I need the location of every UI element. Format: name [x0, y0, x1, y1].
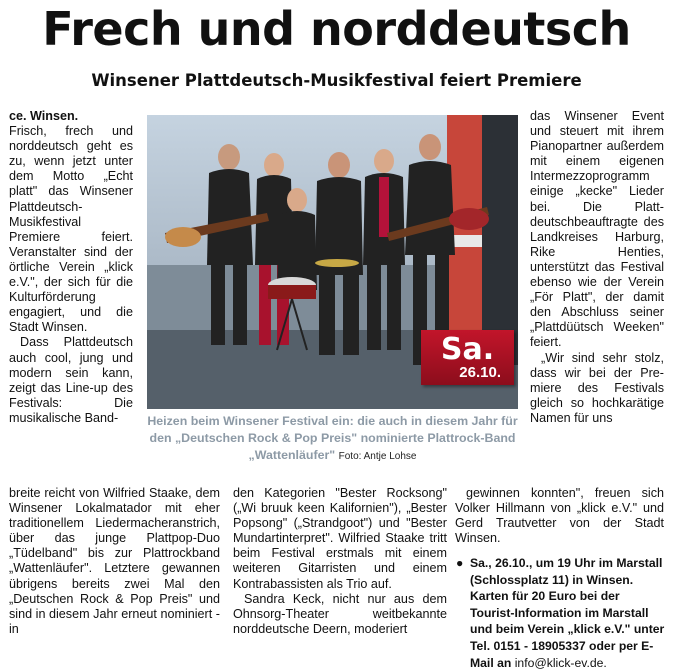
photo-credit: Foto: Antje Lohse — [338, 451, 417, 462]
date-badge-weekday: Sa. — [440, 332, 495, 367]
article-intro: ce. Winsen. Frisch, frech und norddeutsch geht es zu, wenn jetzt unter dem Motto „Echt platt" das Winsener Plattdeutsch-Musikfestival Premiere feiert. Veranstalter sind der örtliche Verein „klick e.V.", der sich für die Kulturförderung engagiert, und die Stadt Winsen. — [9, 109, 133, 335]
event-info-text — [457, 555, 665, 671]
event-info-details: Sa., 26.10., um 19 Uhr im Marstall (Schlossplatz 11) in Winsen. Karten für 20 Euro bei der Tourist-Information im Marstall und beim Verein „klick e.V." unter Tel. 0151 - 18905337 oder per E-Mail an — [470, 556, 665, 670]
photo-caption — [147, 413, 518, 465]
bullet-icon: ● — [456, 556, 464, 570]
article-paragraph-2-start: Dass Plattdeutsch auch cool, jung und modern sein kann, zeigt das Line-up des Festivals: Die musikalische Band- — [9, 335, 133, 425]
article-paragraph-5: das Winsener Event und steuert mit ihrem Pianopartner außerdem mit einem eigenen Intermezzoprogramm einige „kecke" Lieder bei. Die Plattdeutschbeauftragte des Landkreises Harburg, Rike Henties, unterstützt das Festival ebenso wie der Verein „För Platt", der damit den Abschluss seiner „Plattdüütsch Weeken" feiert. — [530, 109, 664, 350]
article-paragraph-6-end: gewinnen konnten", freuen sich Volker Hillmann von „klick e.V." und Gerd Trautvetter von der Stadt Winsen. — [455, 486, 664, 546]
dateline: ce. Winsen. — [9, 109, 79, 123]
article-paragraph-4: Sandra Keck, nicht nur aus dem Ohnsorg-Theater weitbekannte norddeutsche Deern, moderiert — [233, 591, 447, 636]
event-info-email-link[interactable]: info@klick-ev.de. — [514, 655, 607, 670]
headline: Frech und norddeutsch — [42, 2, 631, 56]
article-column-2 — [233, 486, 447, 637]
date-badge — [421, 330, 514, 385]
event-info-box — [457, 555, 665, 671]
article-paragraph-3: den Kategorien "Bester Rocksong" („Wi bruuk keen Kalifornien"), „Bester Popsong" („Strandgoot") und "Bester Mundartinterpret". Wilfried Staake tritt beim Festival erstmals mit einem weiteren Gitarristen und einem Kontrabassisten als Trio auf. — [233, 486, 447, 591]
photo-caption-text: Heizen beim Winsener Festival ein: die auch in diesem Jahr für den „Deutschen Rock & Pop Preis" nominierte Plattrock-Band „Wattenläufer" — [147, 414, 518, 462]
article-column-3-continued — [455, 486, 664, 546]
subheadline: Winsener Plattdeutsch-Musikfestival feiert Premiere — [91, 71, 582, 90]
article-column-1-continued — [9, 486, 220, 637]
article-column-3 — [530, 109, 664, 426]
article-paragraph-2-end: breite reicht von Wilfried Staake, dem Winsener Lokalmatador mit eher traditionellem Liedermacheranstrich, über das junge Plattpop-Duo „Tüdelband" bis zur Plattrockband „Wattenläufer". Letztere gewannen übrigens bereits zwei Mal den „Deutschen Rock & Pop Preis" und sind in diesem Jahr erneut nominiert - in — [9, 486, 220, 636]
date-badge-date: 26.10. — [459, 364, 501, 381]
article-paragraph-6-start: „Wir sind sehr stolz, dass wir bei der Premiere des Festivals gleich so hochkarätige Namen für uns — [530, 350, 664, 425]
article-column-1 — [9, 109, 133, 426]
